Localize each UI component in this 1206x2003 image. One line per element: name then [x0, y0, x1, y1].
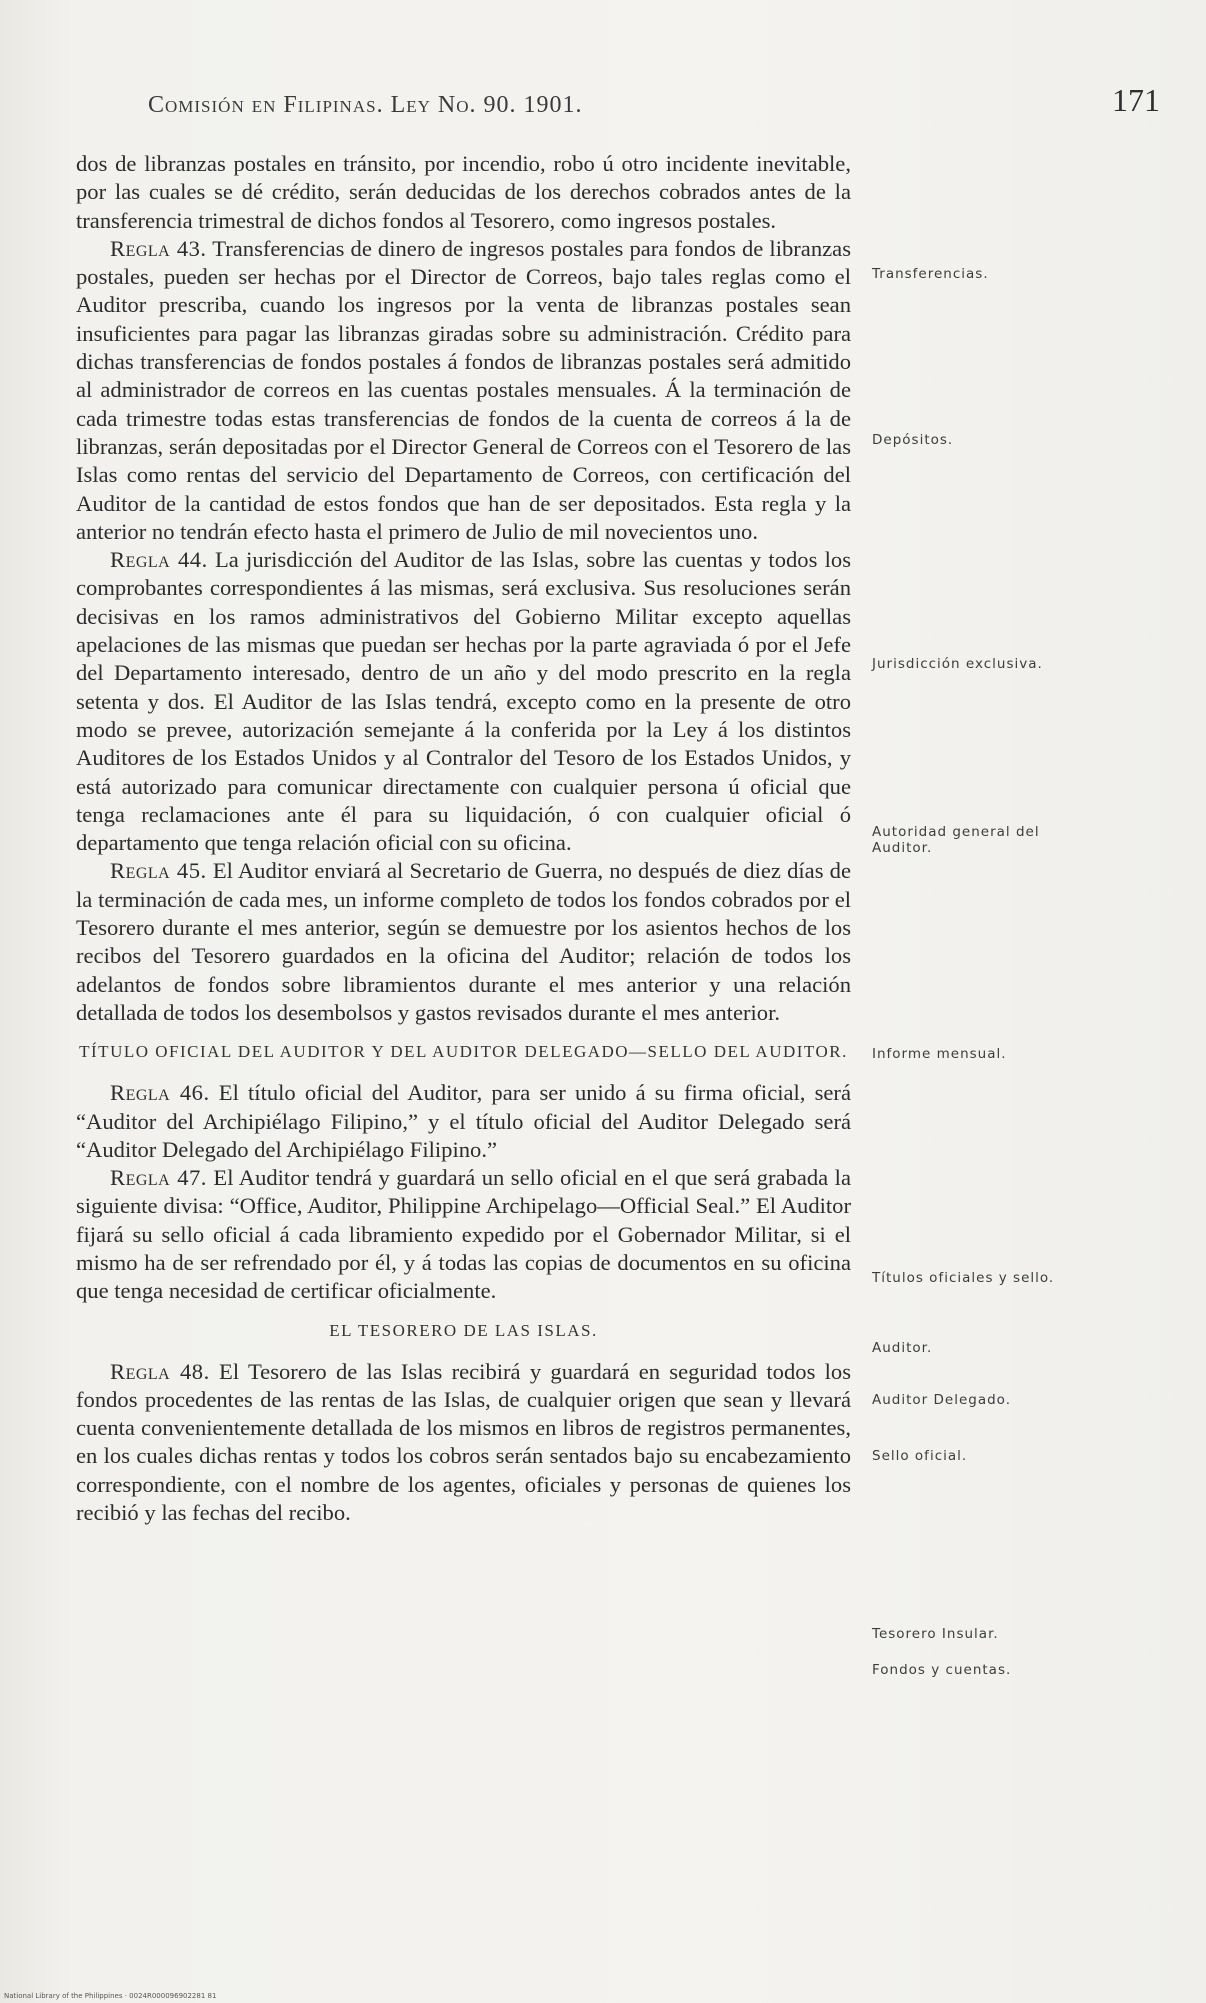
paragraph-text: El Tesorero de las Islas recibirá y guardará en seguridad todos los fondos procedentes de las rentas de las Islas, de cualquier origen que sean y llevará cuenta convenientemente detallada de los mismos en libros de registros permanentes, en los cuales dichas rentas y todos los cobros serán sentados bajo su encabezamiento correspondiente, con el nombre de los agentes, oficiales y personas de quienes los recibió y las fechas del recibo.	[76, 1358, 852, 1526]
running-title: Comisión en Filipinas. Ley No. 90. 1901.	[148, 92, 583, 118]
rule-label: Regla 47.	[110, 1165, 207, 1191]
side-note-auditor-delegado: Auditor Delegado.	[872, 1392, 1011, 1408]
rule-label: Regla 46.	[110, 1080, 210, 1106]
paragraph-regla-46	[76, 1079, 851, 1164]
rule-label: Regla 43.	[110, 235, 207, 261]
paragraph-regla-45	[76, 857, 851, 1027]
rule-label: Regla 45.	[110, 858, 207, 884]
paragraph-regla-43	[76, 235, 851, 546]
body-text	[76, 150, 851, 1527]
side-note-transferencias: Transferencias.	[872, 266, 989, 282]
paragraph-regla-47	[76, 1164, 851, 1305]
paragraph-text: El Auditor tendrá y guardará un sello oficial en el que será grabada la siguiente divisa: “Office, Auditor, Philippine Archipelago—Official Seal.” El Auditor fijará su sello oficial á cada libramiento expedido por el Gobernador Militar, si el mismo ha de ser refrendado por él, y á todas las copias de documentos en su oficina que tenga necesidad de certificar oficialmente.	[76, 1165, 851, 1304]
paragraph-text: La jurisdicción del Auditor de las Islas, sobre las cuentas y todos los comprobantes correspondientes á las mismas, será exclusiva. Sus resoluciones serán decisivas en los ramos administrativos del Gobierno Militar excepto aquellas apelaciones de las mismas que puedan ser hechas por la parte agraviada ó por el Jefe del Departamento interesado, dentro de un año y del modo prescrito en la regla setenta y dos. El Auditor de las Islas tendrá, excepto como en la presente de otro modo se prevee, autorización semejante á la conferida por la Ley á los distintos Auditores de los Estados Unidos y al Contralor del Tesoro de los Estados Unidos, y está autorizado para comunicar directamente con cualquier persona ú oficial que tenga reclamaciones ante él para su liquidación, ó con cualquier oficial ó departamento que tenga relación oficial con su oficina.	[76, 547, 851, 856]
side-note-titulos: Títulos oficiales y sello.	[872, 1270, 1055, 1286]
paragraph-regla-48	[76, 1358, 851, 1528]
page-number: 171	[1112, 82, 1160, 118]
side-note-sello: Sello oficial.	[872, 1448, 968, 1464]
page-header	[140, 82, 1160, 132]
paragraph-text: Transferencias de dinero de ingresos postales para fondos de libranzas postales, pueden ser hechas por el Director de Correos, bajo tales reglas como el Auditor prescriba, cuando los ingresos por la venta de libranzas postales sean insuficientes para pagar las libranzas giradas sobre su administración. Crédito para dichas transferencias de fondos postales á fondos de libranzas postales será admitido al administrador de correos en las cuentas postales mensuales. Á la terminación de cada trimestre todas estas transferencias de fondos de la cuenta de correos á la de libranzas, serán depositadas por el Director General de Correos con el Tesorero de las Islas como rentas del servicio del Departamento de Correos, con certificación del Auditor de la cantidad de estos fondos que han de ser depositados. Esta regla y la anterior no tendrán efecto hasta el primero de Julio de mil novecientos uno.	[76, 235, 851, 544]
paragraph-regla-44	[76, 546, 851, 857]
rule-label: Regla 44.	[110, 547, 208, 573]
side-note-tesorero: Tesorero Insular.	[872, 1626, 999, 1642]
side-note-autoridad: Autoridad general del Auditor.	[872, 824, 1040, 856]
section-heading-tesorero: EL TESORERO DE LAS ISLAS.	[329, 1320, 598, 1340]
section-heading-auditor: TÍTULO OFICIAL DEL AUDITOR Y DEL AUDITOR DELEGADO—SELLO DEL AUDITOR.	[79, 1042, 848, 1062]
side-note-informe: Informe mensual.	[872, 1046, 1007, 1062]
side-note-jurisdiccion: Jurisdicción exclusiva.	[872, 656, 1043, 672]
side-note-depositos: Depósitos.	[872, 432, 954, 448]
side-note-auditor: Auditor.	[872, 1340, 933, 1356]
rule-label: Regla 48.	[110, 1358, 210, 1384]
paragraph-continuation	[76, 150, 851, 235]
paragraph-text: El título oficial del Auditor, para ser unido á su firma oficial, será “Auditor del Archipiélago Filipino,” y el título oficial del Auditor Delegado será “Auditor Delegado del Archipiélago Filipino.”	[76, 1080, 851, 1162]
side-note-fondos: Fondos y cuentas.	[872, 1662, 1012, 1678]
scan-credit: National Library of the Philippines · 0024R000096902281 81	[4, 1992, 217, 2000]
paragraph-text: El Auditor enviará al Secretario de Guerra, no después de diez días de la terminación de cada mes, un informe completo de todos los fondos cobrados por el Tesorero durante el mes anterior, según se demuestre por los asientos hechos de los recibos del Tesorero guardados en la oficina del Auditor; relación de todos los adelantos de fondos sobre libramientos durante el mes anterior y una relación detallada de todos los desembolsos y gastos revisados durante el mes anterior.	[76, 858, 851, 1025]
paragraph-text: dos de libranzas postales en tránsito, por incendio, robo ú otro incidente inevitable, por las cuales se dé crédito, serán deducidas de los derechos cobrados antes de la transferencia trimestral de dichos fondos al Tesorero, como ingresos postales.	[76, 151, 851, 233]
